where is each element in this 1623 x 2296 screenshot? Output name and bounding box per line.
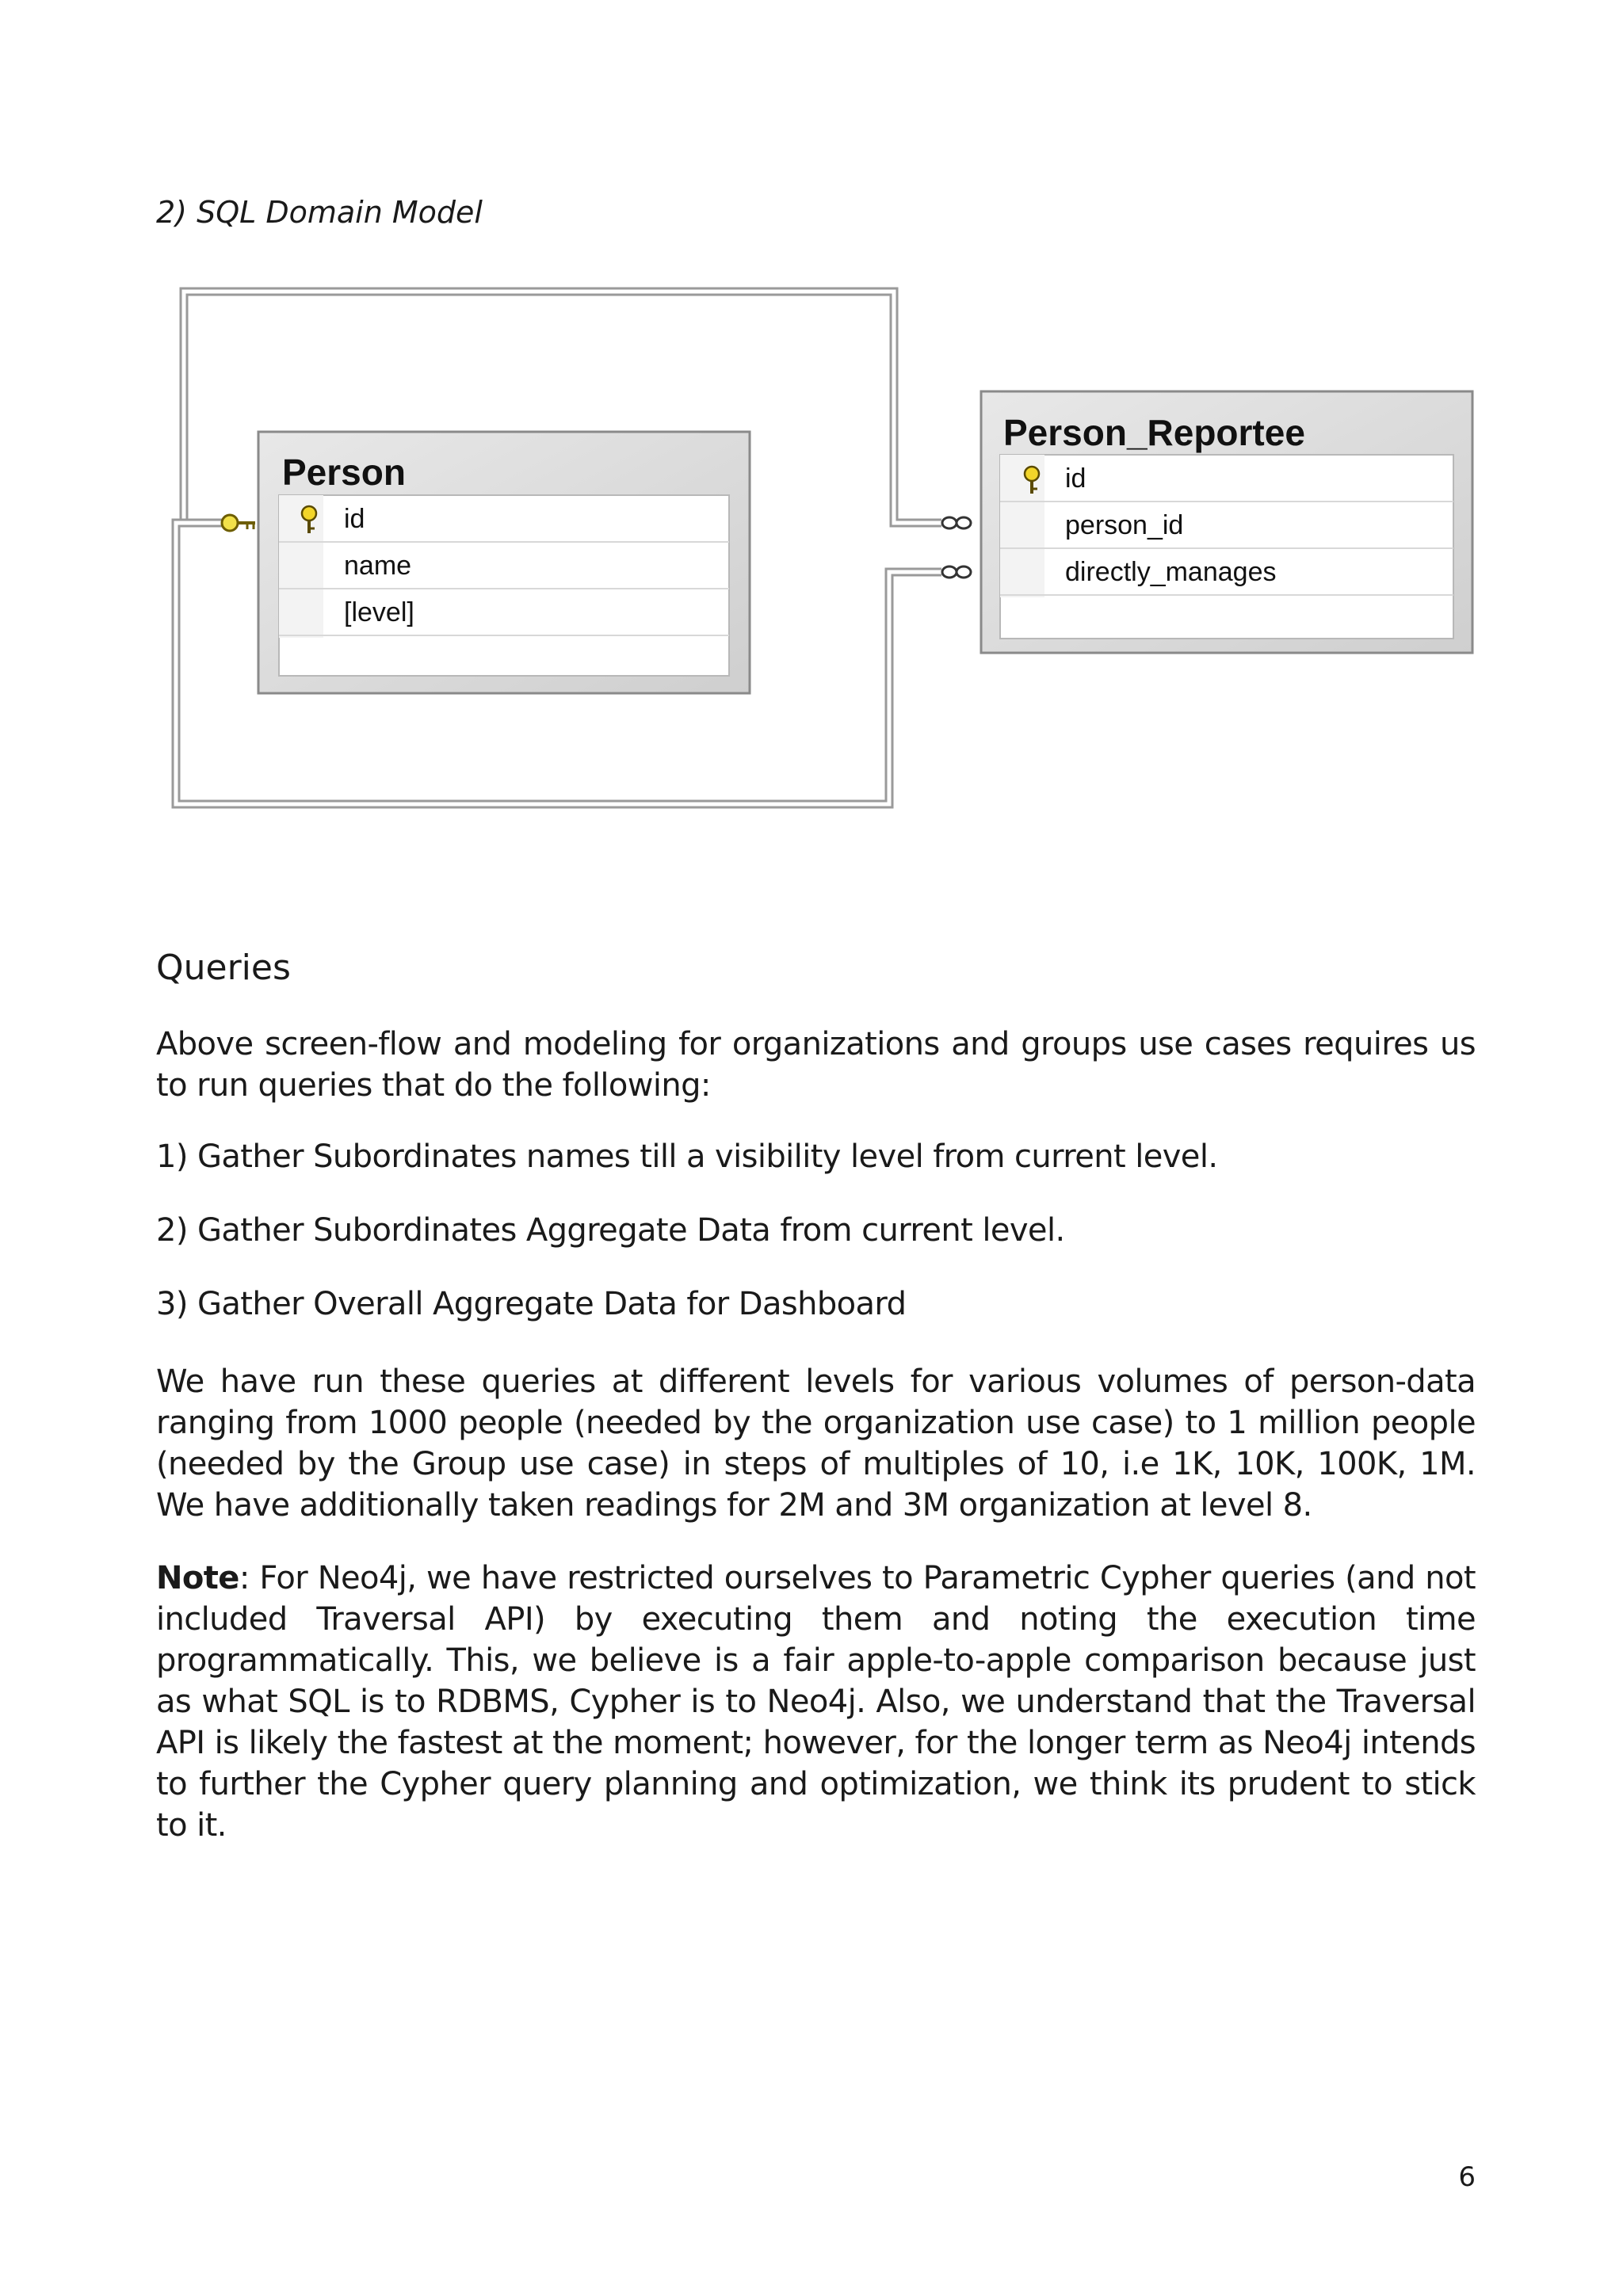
note-label: Note (156, 1560, 239, 1596)
person-column: [level] (344, 597, 414, 627)
list-number: 2) (156, 1212, 188, 1249)
note-text: : For Neo4j, we have restricted ourselves to Parametric Cypher queries (and not included Traversal API) by executing them and noting the execution time programmatically. This, we believe is a fair apple-to-apple comparison because just as what SQL is to RDBMS, Cypher is to Neo4j. Also, we understand that the Traversal API is likely the fastest at the moment; however, for the longer term as Neo4j intends to further the Cypher query planning and optimization, we think its prudent to stick to it. (156, 1560, 1476, 1844)
er-diagram (0, 0, 1623, 871)
list-number: 1) (156, 1138, 188, 1175)
list-number: 3) (156, 1286, 188, 1322)
list-text: Gather Subordinates names till a visibility level from current level. (197, 1138, 1218, 1175)
person-table[interactable] (258, 432, 750, 693)
list-item (156, 1283, 1476, 1325)
figure-caption: 2) SQL Domain Model (156, 195, 483, 230)
volume-paragraph: We have run these queries at different levels for various volumes of person-data ranging from 1000 people (needed by the organization use case) to 1 million people (needed by the Group use case) in steps of multiples of 10, i.e 1K, 10K, 100K, 1M. We have additionally taken readings for 2M and 3M organization at level 8. (156, 1363, 1476, 1524)
list-item (156, 1136, 1476, 1177)
reportee-column: directly_manages (1065, 557, 1277, 587)
person-column: id (344, 504, 365, 534)
list-text: Gather Subordinates Aggregate Data from current level. (197, 1212, 1065, 1249)
primary-key-connector-icon (222, 515, 255, 531)
list-text: Gather Overall Aggregate Data for Dashboard (197, 1286, 907, 1322)
reportee-column: id (1065, 463, 1086, 494)
list-item (156, 1210, 1476, 1251)
person-column: name (344, 551, 412, 581)
person-reportee-table-title: Person_Reportee (1003, 412, 1305, 453)
page-number: 6 (1458, 2161, 1476, 2193)
reportee-column: person_id (1065, 510, 1184, 540)
person-table-title: Person (282, 452, 406, 493)
many-relationship-icon (942, 517, 971, 578)
section-title: Queries (156, 948, 291, 988)
note-paragraph (156, 1558, 1476, 1846)
person-reportee-table[interactable] (981, 391, 1472, 653)
intro-paragraph: Above screen-flow and modeling for organizations and groups use cases requires us to run queries that do the following: (156, 1026, 1476, 1104)
